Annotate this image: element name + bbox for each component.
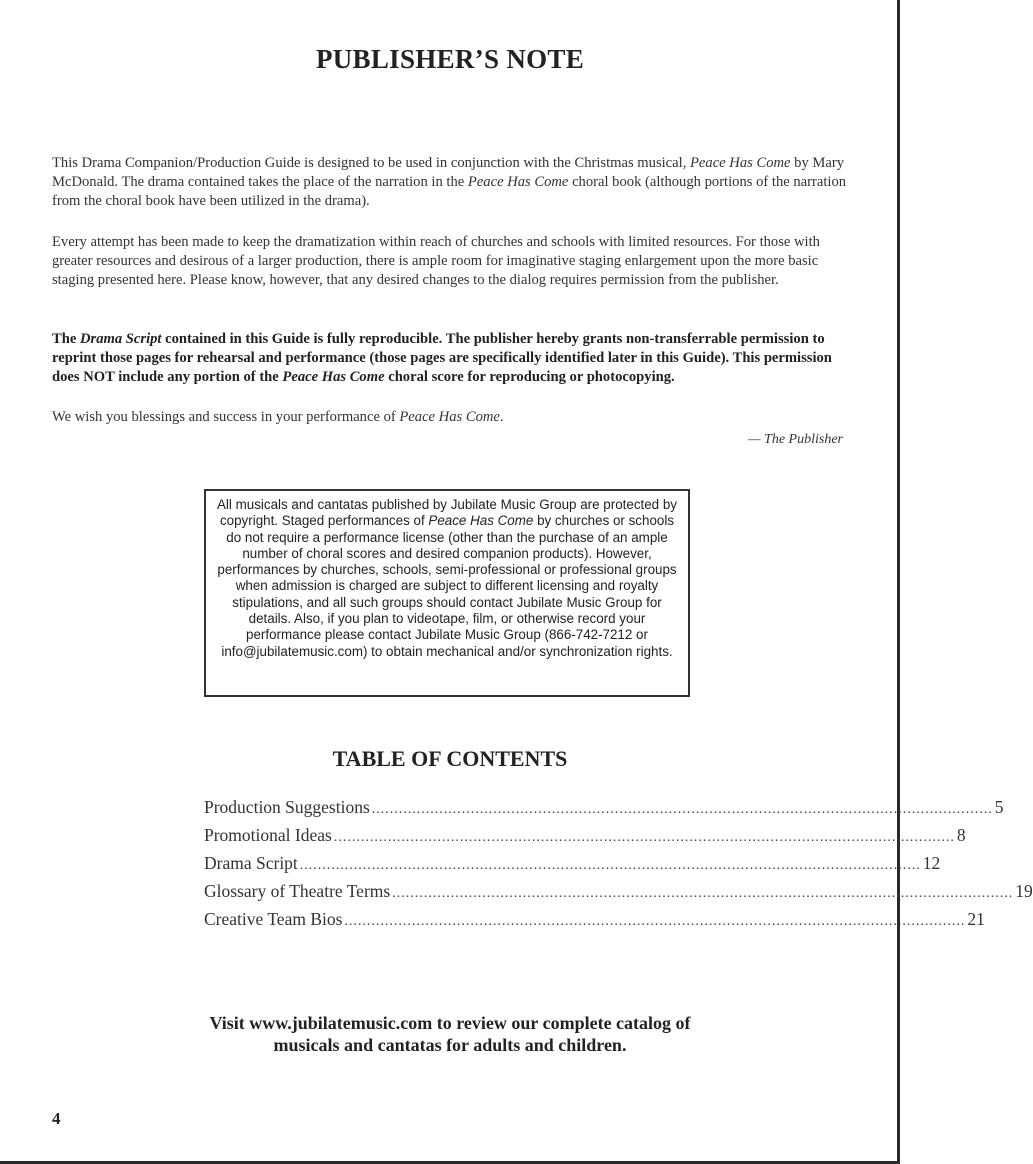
toc-entry-page: 12 xyxy=(922,853,941,873)
toc-entry-page: 8 xyxy=(956,825,966,845)
toc-leader-dots: .......................................................................................................................................... xyxy=(371,802,993,817)
toc-entry-page: 19 xyxy=(1015,881,1033,901)
toc-entry xyxy=(204,881,1033,909)
toc-entry-label: Production Suggestions xyxy=(204,797,370,817)
toc-entry xyxy=(204,853,941,881)
resources-paragraph: Every attempt has been made to keep the dramatization within reach of churches and schools with limited resources. For those with greater resources and desirous of a larger production, there is ample room for imaginative staging enlargement upon the more basic staging presented here. Please know, however, that any desired changes to the dialog requires permission from the publisher. xyxy=(52,234,820,288)
toc-entry-page: 21 xyxy=(967,909,985,929)
toc-entry xyxy=(204,909,985,937)
toc-entry-label: Promotional Ideas xyxy=(204,825,332,845)
toc-entry xyxy=(204,825,966,853)
toc-leader-dots: .......................................................................................................................................... xyxy=(392,886,1014,901)
toc-title: TABLE OF CONTENTS xyxy=(332,746,568,771)
toc-entry-label: Creative Team Bios xyxy=(204,909,343,929)
page-border-right xyxy=(897,0,900,1164)
toc-leader-dots: .......................................................................................................................................... xyxy=(333,830,955,845)
toc-entry-label: Glossary of Theatre Terms xyxy=(204,881,391,901)
page-number: 4 xyxy=(52,1109,61,1128)
toc-leader-dots: .......................................................................................................................................... xyxy=(344,914,966,929)
toc-list xyxy=(204,797,1033,937)
toc-entry xyxy=(204,797,1004,825)
blessing-paragraph: We wish you blessings and success in your performance of Peace Has Come. xyxy=(52,409,504,425)
toc-entry-label: Drama Script xyxy=(204,853,298,873)
copyright-notice-box: All musicals and cantatas published by Jubilate Music Group are protected by copyright. Staged performances of Peace Has Come by churches or schools do not require a performance license (other than the purchase of an ample number of choral scores and desired companion products). However, performances by churches, schools, semi-professional or professional groups when admission is charged are subject to different licensing and royalty stipulations, and all such groups should contact Jubilate Music Group for details. Also, if you plan to videotape, film, or otherwise record your performance please contact Jubilate Music Group (866-742-7212 or info@jubilatemusic.com) to obtain mechanical and/or synchronization rights. xyxy=(204,489,690,697)
toc-leader-dots: .......................................................................................................................................... xyxy=(299,858,921,873)
toc-entry-page: 5 xyxy=(994,797,1004,817)
intro-paragraph: This Drama Companion/Production Guide is designed to be used in conjunction with the Christmas musical, Peace Has Come by Mary McDonald. The drama contained takes the place of the narration in the Peace Has Come choral book (although portions of the narration from the choral book have been utilized in the drama). xyxy=(52,155,847,209)
permission-paragraph: The Drama Script contained in this Guide is fully reproducible. The publisher hereby grants non-transferrable permission to reprint those pages for rehearsal and performance (those pages are specifically identified later in this Guide). This permission does NOT include any portion of the Peace Has Come choral score for reproducing or photocopying. xyxy=(52,331,832,385)
catalog-promo: Visit www.jubilatemusic.com to review our complete catalog of musicals and cantatas for adults and children. xyxy=(209,1013,691,1055)
publisher-signature: — The Publisher xyxy=(748,432,843,447)
page-title: PUBLISHER’S NOTE xyxy=(315,44,585,74)
